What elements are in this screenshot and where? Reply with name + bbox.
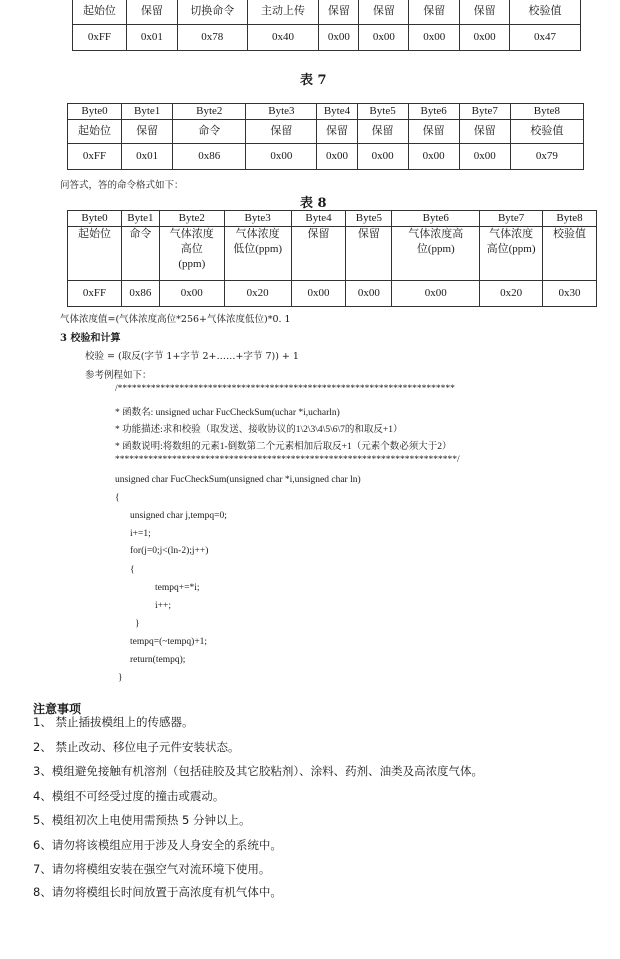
t8-value: 0x20: [224, 281, 291, 307]
t8-header: Byte8: [543, 211, 597, 227]
t8-label-line: 气体浓度: [169, 228, 214, 240]
t7-value: 0x00: [357, 144, 408, 170]
code-line: }: [118, 673, 123, 683]
t8-label: [392, 227, 480, 281]
code-line: {: [115, 493, 120, 503]
t8-header: Byte0: [68, 211, 122, 227]
t7-label: 保留: [357, 120, 408, 144]
t8-value: 0x00: [291, 281, 346, 307]
note-item: 4、模组不可经受过度的撞击或震动。: [33, 789, 225, 803]
code-line: i++;: [155, 601, 171, 611]
note-item: 1、 禁止插拔模组上的传感器。: [33, 715, 194, 729]
t6-value: 0x00: [409, 25, 460, 51]
code-line: return(tempq);: [130, 655, 186, 665]
t7-header: Byte1: [122, 104, 173, 120]
code-line: }: [135, 619, 140, 629]
t8-label-line: (ppm): [178, 258, 206, 270]
t8-label-line: 气体浓度: [235, 228, 280, 240]
t8-label-line: 低位(ppm): [233, 243, 283, 255]
note-item: 3、模组避免接触有机溶剂（包括硅胶及其它胶粘剂）、涂料、药剂、油类及高浓度气体。: [33, 764, 484, 778]
t7-header: Byte7: [459, 104, 510, 120]
note-item: 2、 禁止改动、移位电子元件安装状态。: [33, 740, 240, 754]
table7-value-row: [68, 144, 584, 170]
t6-value: 0xFF: [73, 25, 127, 51]
t7-label: 起始位: [68, 120, 122, 144]
t6-label: 保留: [409, 0, 460, 25]
t7-label: 保留: [317, 120, 357, 144]
t8-label: [224, 227, 291, 281]
t8-label: [121, 227, 159, 281]
t8-header: Byte5: [346, 211, 392, 227]
t8-label-line: 气体浓度高: [408, 228, 464, 240]
notes-title: 注意事项: [33, 702, 82, 716]
t8-value: 0x00: [392, 281, 480, 307]
t7-value: 0x79: [510, 144, 583, 170]
t7-header: Byte0: [68, 104, 122, 120]
t7-value: 0x00: [246, 144, 317, 170]
table6-label-row: [73, 0, 581, 25]
t6-label: 保留: [460, 0, 510, 25]
t8-label-line: 保留: [357, 228, 380, 240]
table7: [67, 103, 584, 170]
reference-routine-label: 参考例程如下：: [85, 370, 152, 381]
t7-value: 0x01: [122, 144, 173, 170]
t6-label: 保留: [319, 0, 359, 25]
note-item: 5、模组初次上电使用需预热 5 分钟以上。: [33, 813, 251, 827]
t8-header: Byte3: [224, 211, 291, 227]
t8-value: 0x20: [480, 281, 543, 307]
table7-header-row: [68, 104, 584, 120]
code-line: tempq+=*i;: [155, 583, 200, 593]
code-line: i+=1;: [130, 529, 151, 539]
t7-header: Byte6: [408, 104, 459, 120]
t8-value: 0x86: [121, 281, 159, 307]
t6-label: 起始位: [73, 0, 127, 25]
code-line: for(j=0;j<(ln-2);j++): [130, 546, 209, 556]
t7-label: 保留: [459, 120, 510, 144]
section3-title: 3 校验和计算: [60, 333, 121, 344]
code-line: /***********************************************************************: [115, 384, 455, 394]
t8-label-line: 位(ppm): [416, 243, 455, 255]
t7-header: Byte2: [173, 104, 246, 120]
table8-caption: 表 8: [300, 196, 327, 211]
t8-label: [543, 227, 597, 281]
t6-value: 0x78: [177, 25, 247, 51]
code-line: * 函数说明:将数组的元素1-倒数第二个元素相加后取反+1（元素个数必须大于2）: [115, 442, 452, 452]
t7-header: Byte3: [246, 104, 317, 120]
table8-label-row: [68, 227, 597, 281]
t6-value: 0x00: [359, 25, 409, 51]
code-line: ************************************************************************/: [115, 455, 460, 465]
answer-intro: 问答式，答的命令格式如下：: [60, 180, 184, 191]
t6-value: 0x47: [510, 25, 581, 51]
t8-label-line: 校验值: [553, 228, 586, 240]
t7-label: 命令: [173, 120, 246, 144]
code-line: {: [130, 565, 135, 575]
t8-label-line: 命令: [129, 228, 152, 240]
t6-label: 保留: [359, 0, 409, 25]
t7-label: 保留: [122, 120, 173, 144]
t8-label-line: 气体浓度: [489, 228, 534, 240]
t6-label: 切换命令: [177, 0, 247, 25]
checksum-formula: 校验 = (取反(字节 1+字节 2+……+字节 7)) + 1: [85, 351, 299, 362]
note-item: 7、请勿将模组安装在强空气对流环境下使用。: [33, 862, 271, 876]
t6-label: 保留: [126, 0, 177, 25]
t7-value: 0x00: [459, 144, 510, 170]
t6-value: 0x00: [460, 25, 510, 51]
t6-label: 校验值: [510, 0, 581, 25]
t7-value: 0x00: [317, 144, 357, 170]
table8-value-row: [68, 281, 597, 307]
t8-label: [159, 227, 224, 281]
code-line: tempq=(~tempq)+1;: [130, 637, 208, 647]
t6-value: 0x40: [247, 25, 319, 51]
t6-label: 主动上传: [247, 0, 319, 25]
t8-value: 0x30: [543, 281, 597, 307]
t8-header: Byte4: [291, 211, 346, 227]
t7-label: 保留: [246, 120, 317, 144]
t7-label: 保留: [408, 120, 459, 144]
t8-header: Byte7: [480, 211, 543, 227]
code-line: unsigned char FucCheckSum(unsigned char *i,unsigned char ln): [115, 475, 361, 485]
t8-value: 0x00: [159, 281, 224, 307]
code-line: * 函数名: unsigned uchar FucCheckSum(uchar *i,ucharln): [115, 408, 340, 418]
t8-value: 0xFF: [68, 281, 122, 307]
code-line: * 功能描述:求和校验（取发送、接收协议的1\2\3\4\5\6\7的和取反+1）: [115, 425, 403, 435]
table7-label-row: [68, 120, 584, 144]
table6-value-row: [73, 25, 581, 51]
t8-label-line: 起始位: [77, 228, 111, 240]
concentration-formula: 气体浓度值=(气体浓度高位*256+气体浓度低位)*0. 1: [60, 314, 291, 325]
t8-header: Byte2: [159, 211, 224, 227]
t8-label: [480, 227, 543, 281]
t8-label: [346, 227, 392, 281]
table7-caption: 表 7: [300, 73, 327, 88]
code-line: unsigned char j,tempq=0;: [130, 511, 227, 521]
t7-header: Byte4: [317, 104, 357, 120]
t8-label-line: 保留: [307, 228, 330, 240]
t8-value: 0x00: [346, 281, 392, 307]
t8-label-line: 高位: [180, 243, 203, 255]
t7-header: Byte5: [357, 104, 408, 120]
t7-label: 校验值: [510, 120, 583, 144]
table6-partial: [72, 0, 581, 51]
note-item: 8、请勿将模组长时间放置于高浓度有机气体中。: [33, 885, 282, 899]
note-item: 6、请勿将该模组应用于涉及人身安全的系统中。: [33, 838, 282, 852]
t6-value: 0x00: [319, 25, 359, 51]
t8-header: Byte6: [392, 211, 480, 227]
t7-value: 0xFF: [68, 144, 122, 170]
t8-label: [68, 227, 122, 281]
table8: [67, 210, 597, 307]
table8-header-row: [68, 211, 597, 227]
t6-value: 0x01: [126, 25, 177, 51]
t7-value: 0x86: [173, 144, 246, 170]
t8-header: Byte1: [121, 211, 159, 227]
t7-header: Byte8: [510, 104, 583, 120]
t8-label: [291, 227, 346, 281]
t7-value: 0x00: [408, 144, 459, 170]
t8-label-line: 高位(ppm): [486, 243, 536, 255]
